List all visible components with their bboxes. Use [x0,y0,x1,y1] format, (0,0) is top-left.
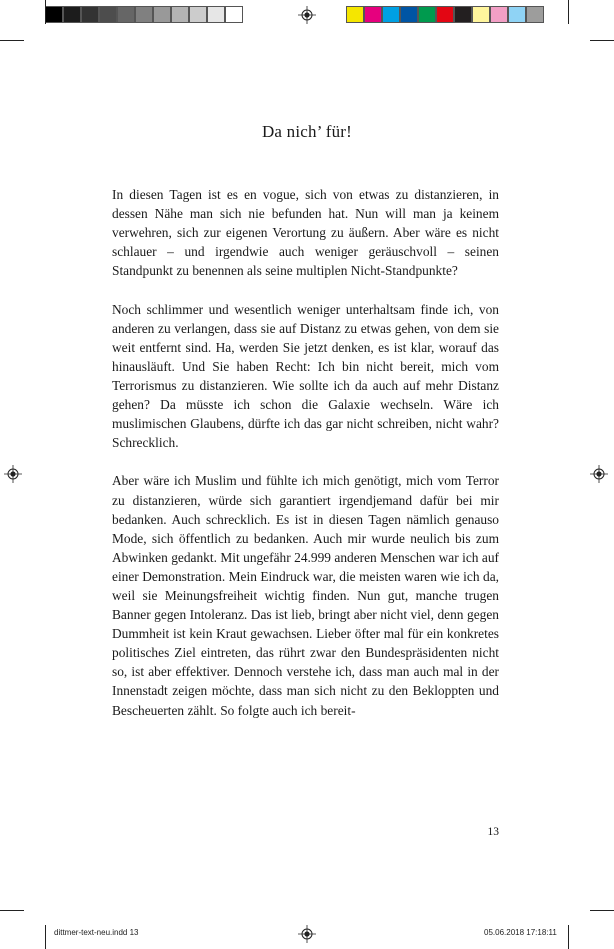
gray-swatch [117,6,135,23]
process-color-bar [346,6,544,23]
process-color-swatch [526,6,544,23]
crop-mark-bottom-left-h [0,910,24,911]
crop-mark-top-right-v [568,0,569,24]
process-color-swatch [364,6,382,23]
registration-mark-left-icon [4,465,22,483]
registration-mark-bottom-icon [298,925,316,943]
paragraph-3: Aber wäre ich Muslim und fühlte ich mich genötigt, mich vom Terror zu distanzieren, würde sich garantiert irgendjemand dafür bei mir bedanken. Auch schrecklich. Es ist in diesen Tagen nämlich genauso Mode, sich öffentlich zu bedanken. Auch mir wurde neulich bis zum Abwinken gedankt. Mit ungefähr 24.999 anderen Menschen war ich auf einer Demonstration. Mein Eindruck war, die meisten waren wie ich da, weil sie Meinungsfreiheit wichtig finden. Nun gut, manche trugen Banner gegen Intoleranz. Das ist lieb, bringt aber nicht viel, denn gegen Dummheit ist kein Kraut gewachsen. Lieber öfter mal für ein konkretes politisches Ziel eintreten, das rührt zwar den Bundespräsidenten nicht so, ist aber effektiver. Dennoch verstehe ich, dass man auch mal in der Innenstadt zeigen möchte, dass man sich nicht zu den Bekloppten und Bescheuerten zählt. So folgte auch ich bereit- [112,473,499,718]
paragraph-1: In diesen Tagen ist es en vogue, sich von etwas zu distanzieren, in dessen Nähe man sich nie befunden hat. Nun will man ja keinem verwehren, sich zur eigenen Verortung zu äußern. Aber wäre es nicht schlauer – und irgendwie auch weniger geräuschvoll – seinen Standpunkt zu benennen als seine multiplen Nicht-Standpunkte? [112,187,499,279]
gray-swatch [81,6,99,23]
crop-mark-top-left-v [45,0,46,24]
gray-swatch [225,6,243,23]
gray-swatch [99,6,117,23]
gray-swatch [153,6,171,23]
process-color-swatch [436,6,454,23]
process-color-swatch [400,6,418,23]
process-color-swatch [382,6,400,23]
crop-mark-bottom-right-h [590,910,614,911]
body-text [112,185,499,720]
process-color-swatch [418,6,436,23]
process-color-swatch [508,6,526,23]
process-color-swatch [490,6,508,23]
slug-file-name: dittmer-text-neu.indd 13 [54,928,139,937]
registration-mark-right-icon [590,465,608,483]
registration-mark-top-icon [298,6,316,24]
gray-swatch [63,6,81,23]
gray-swatch [207,6,225,23]
crop-mark-top-right-h [590,40,614,41]
grayscale-color-bar [45,6,243,23]
process-color-swatch [346,6,364,23]
process-color-swatch [472,6,490,23]
crop-mark-bottom-right-v [568,925,569,949]
crop-mark-bottom-left-v [45,925,46,949]
page-number: 13 [487,826,499,838]
gray-swatch [45,6,63,23]
crop-mark-top-left-h [0,40,24,41]
chapter-title: Da nich’ für! [261,122,353,141]
gray-swatch [135,6,153,23]
slug-timestamp: 05.06.2018 17:18:11 [484,928,557,937]
process-color-swatch [454,6,472,23]
gray-swatch [171,6,189,23]
paragraph-2: Noch schlimmer und wesentlich weniger unterhaltsam finde ich, von anderen zu verlangen, dass sie auf Distanz zu etwas gehen, von dem sie weit entfernt sind. Ha, werden Sie jetzt denken, es ist klar, worauf das hinausläuft. Und Sie haben Recht: Ich bin nicht bereit, mich vom Terrorismus zu distanzieren. Wie sollte ich da auch auf mehr Distanz gehen? Da müsste ich schon die Galaxie wechseln. Wäre ich muslimischen Glaubens, dürfte ich das gar nicht schreiben, nicht wahr? Schrecklich. [112,301,499,451]
gray-swatch [189,6,207,23]
